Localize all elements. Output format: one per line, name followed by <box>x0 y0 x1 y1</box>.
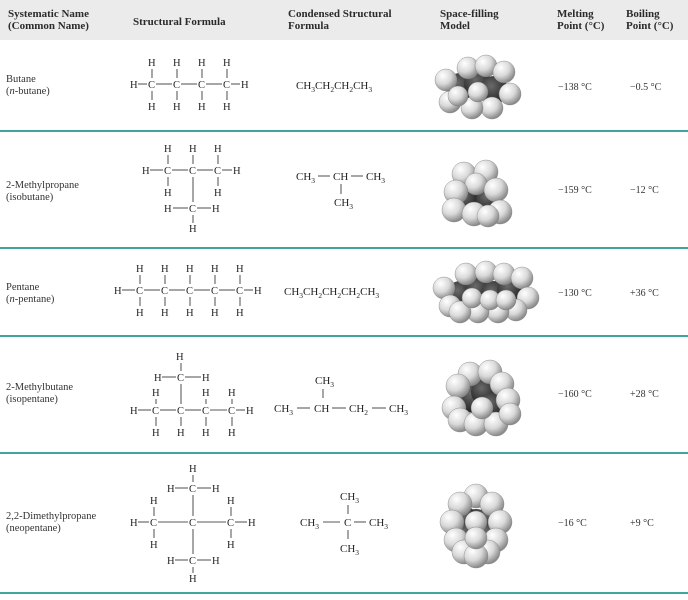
svg-text:C: C <box>161 286 169 297</box>
svg-text:H: H <box>227 540 235 551</box>
svg-text:C: C <box>186 286 194 297</box>
svg-text:H: H <box>233 166 241 177</box>
svg-text:H: H <box>161 264 169 275</box>
svg-text:H: H <box>241 80 249 91</box>
row-divider <box>0 130 688 132</box>
carbon-atoms <box>150 484 234 567</box>
svg-text:C: C <box>211 286 219 297</box>
svg-text:C: C <box>189 204 197 215</box>
svg-text:C: C <box>202 406 210 417</box>
svg-text:H: H <box>202 373 210 384</box>
hydrogen-sphere <box>499 83 521 105</box>
boiling-point: +9 °C <box>630 518 654 529</box>
svg-text:H: H <box>223 102 231 113</box>
svg-text:CH3: $CH_3$ <box>389 403 409 417</box>
header-boiling-point: Boiling Point (°C) <box>626 8 674 32</box>
svg-text:CH3: $CH_3$ <box>300 517 320 531</box>
compound-name: 2-Methylpropane (isobutane) <box>6 180 79 203</box>
svg-text:H: H <box>236 308 244 319</box>
svg-text:CH: CH <box>333 171 349 183</box>
compound-name: 2,2-Dimethylpropane (neopentane) <box>6 511 97 534</box>
svg-text:C: C <box>227 518 235 529</box>
svg-text:H: H <box>114 286 122 297</box>
svg-text:H: H <box>227 496 235 507</box>
svg-text:H: H <box>228 428 236 439</box>
svg-text:C: C <box>214 166 222 177</box>
boiling-point: +36 °C <box>630 288 659 299</box>
svg-text:H: H <box>148 58 156 69</box>
condensed-formula-isobutane <box>294 166 404 214</box>
svg-text:CH: CH <box>314 403 330 415</box>
svg-text:H: H <box>130 518 138 529</box>
svg-text:CH3: $CH_3$ <box>366 171 386 185</box>
svg-text:H: H <box>248 518 256 529</box>
svg-text:H: H <box>212 556 220 567</box>
svg-text:H: H <box>164 144 172 155</box>
condensed-formula-neopentane <box>298 486 408 558</box>
svg-text:H: H <box>189 144 197 155</box>
svg-text:CH3: $CH_3$ <box>340 491 360 505</box>
svg-text:H: H <box>189 464 197 475</box>
svg-text:H: H <box>154 373 162 384</box>
hydrogen-sphere <box>468 82 488 102</box>
svg-text:C: C <box>189 166 197 177</box>
svg-text:C: C <box>136 286 144 297</box>
svg-text:H: H <box>246 406 254 417</box>
carbon-atoms <box>136 286 243 297</box>
structural-formula-neopentane <box>124 460 274 586</box>
hydrogen-sphere <box>511 267 533 289</box>
svg-text:C: C <box>173 80 181 91</box>
svg-text:H: H <box>164 204 172 215</box>
header-condensed-formula: Condensed Structural Formula <box>288 8 392 32</box>
svg-text:H: H <box>150 540 158 551</box>
boiling-point: +28 °C <box>630 389 659 400</box>
hydrogen-sphere <box>499 403 521 425</box>
svg-text:C: C <box>344 517 352 529</box>
structural-formula-isopentane <box>124 346 274 446</box>
svg-text:H: H <box>223 58 231 69</box>
structural-formula-isobutane <box>124 140 274 240</box>
svg-text:H: H <box>152 428 160 439</box>
svg-text:H: H <box>148 102 156 113</box>
hydrogen-atoms <box>142 144 241 235</box>
svg-text:H: H <box>167 556 175 567</box>
svg-text:H: H <box>161 308 169 319</box>
table-header <box>0 0 688 40</box>
boiling-point: −0.5 °C <box>630 82 662 93</box>
svg-text:C: C <box>198 80 206 91</box>
svg-text:H: H <box>202 428 210 439</box>
row-divider <box>0 335 688 337</box>
svg-text:CH3: $CH_3$ <box>274 403 294 417</box>
svg-text:H: H <box>136 308 144 319</box>
svg-text:C: C <box>152 406 160 417</box>
header-systematic-name: Systematic Name (Common Name) <box>8 8 89 32</box>
hydrogen-sphere <box>477 205 499 227</box>
svg-text:C: C <box>189 518 197 529</box>
space-filling-model-butane <box>430 52 525 122</box>
svg-text:CH3: $CH_3$ <box>369 517 389 531</box>
melting-point: −159 °C <box>558 185 592 196</box>
hydrogen-sphere <box>471 397 493 419</box>
svg-text:CH2: $CH_2$ <box>349 403 369 417</box>
svg-text:H: H <box>173 102 181 113</box>
svg-text:H: H <box>212 484 220 495</box>
hydrogen-sphere <box>465 527 487 549</box>
hydrogen-sphere <box>481 97 503 119</box>
atom-spheres <box>440 484 512 568</box>
svg-text:H: H <box>186 308 194 319</box>
svg-text:H: H <box>152 388 160 399</box>
hydrogen-sphere <box>462 288 482 308</box>
condensed-formula: $CH_3CH_2CH_2CH_3$ <box>296 80 373 95</box>
svg-text:CH3: $CH_3$ <box>340 543 360 557</box>
header-structural-formula: Structural Formula <box>133 16 226 28</box>
compound-name: Butane (n-butane) <box>6 74 50 97</box>
svg-text:C: C <box>223 80 231 91</box>
hydrogen-sphere <box>446 374 470 398</box>
svg-text:C: C <box>189 556 197 567</box>
space-filling-model-isobutane <box>430 150 525 230</box>
space-filling-model-neopentane <box>430 478 525 573</box>
atom-spheres <box>435 55 521 119</box>
hydrogen-sphere <box>493 61 515 83</box>
svg-text:H: H <box>164 188 172 199</box>
row-divider <box>0 592 688 594</box>
svg-text:H: H <box>198 102 206 113</box>
atom-spheres <box>442 160 512 227</box>
header-melting-point: Melting Point (°C) <box>557 8 605 32</box>
svg-text:H: H <box>186 264 194 275</box>
svg-text:C: C <box>177 406 185 417</box>
svg-text:H: H <box>214 188 222 199</box>
svg-text:H: H <box>142 166 150 177</box>
svg-text:H: H <box>214 144 222 155</box>
melting-point: −16 °C <box>558 518 587 529</box>
svg-text:H: H <box>212 204 220 215</box>
row-divider <box>0 452 688 454</box>
structural-formula-butane <box>124 56 274 116</box>
svg-text:H: H <box>130 406 138 417</box>
compound-name: Pentane (n-pentane) <box>6 282 55 305</box>
svg-text:C: C <box>177 373 185 384</box>
svg-text:C: C <box>164 166 172 177</box>
row-divider <box>0 247 688 249</box>
svg-text:H: H <box>167 484 175 495</box>
svg-text:H: H <box>177 428 185 439</box>
svg-text:H: H <box>189 224 197 235</box>
hydrogen-sphere <box>496 290 516 310</box>
header-space-filling-model: Space-filling Model <box>440 8 499 32</box>
structural-formula-pentane <box>114 262 280 322</box>
boiling-point: −12 °C <box>630 185 659 196</box>
atom-spheres <box>433 261 539 323</box>
hydrogen-atoms <box>130 352 254 439</box>
space-filling-model-isopentane <box>430 352 525 442</box>
condensed-formula: $CH_3CH_2CH_2CH_2CH_3$ <box>284 286 380 301</box>
svg-text:CH3: $CH_3$ <box>315 375 335 389</box>
melting-point: −138 °C <box>558 82 592 93</box>
melting-point: −160 °C <box>558 389 592 400</box>
hydrogen-sphere <box>448 86 468 106</box>
hydrogen-sphere <box>465 173 487 195</box>
svg-text:H: H <box>130 80 138 91</box>
hydrogen-sphere <box>455 263 477 285</box>
svg-text:C: C <box>150 518 158 529</box>
hydrogen-sphere <box>442 198 466 222</box>
svg-text:H: H <box>198 58 206 69</box>
carbon-atoms <box>148 80 230 91</box>
melting-point: −130 °C <box>558 288 592 299</box>
svg-text:C: C <box>236 286 244 297</box>
svg-text:H: H <box>254 286 262 297</box>
svg-text:C: C <box>228 406 236 417</box>
svg-text:H: H <box>211 264 219 275</box>
svg-text:CH3: $CH_3$ <box>296 171 316 185</box>
svg-text:C: C <box>148 80 156 91</box>
svg-text:H: H <box>150 496 158 507</box>
atom-spheres <box>442 360 521 436</box>
svg-text:H: H <box>211 308 219 319</box>
hydrogen-sphere <box>484 178 508 202</box>
svg-text:CH3: $CH_3$ <box>334 197 354 211</box>
svg-text:H: H <box>176 352 184 363</box>
svg-text:H: H <box>202 388 210 399</box>
space-filling-model-pentane <box>430 256 540 326</box>
svg-text:H: H <box>173 58 181 69</box>
condensed-formula-isopentane <box>272 370 432 420</box>
svg-text:H: H <box>228 388 236 399</box>
svg-text:C: C <box>189 484 197 495</box>
compound-name: 2-Methylbutane (isopentane) <box>6 382 74 405</box>
svg-text:H: H <box>189 574 197 585</box>
svg-text:H: H <box>136 264 144 275</box>
svg-text:H: H <box>236 264 244 275</box>
